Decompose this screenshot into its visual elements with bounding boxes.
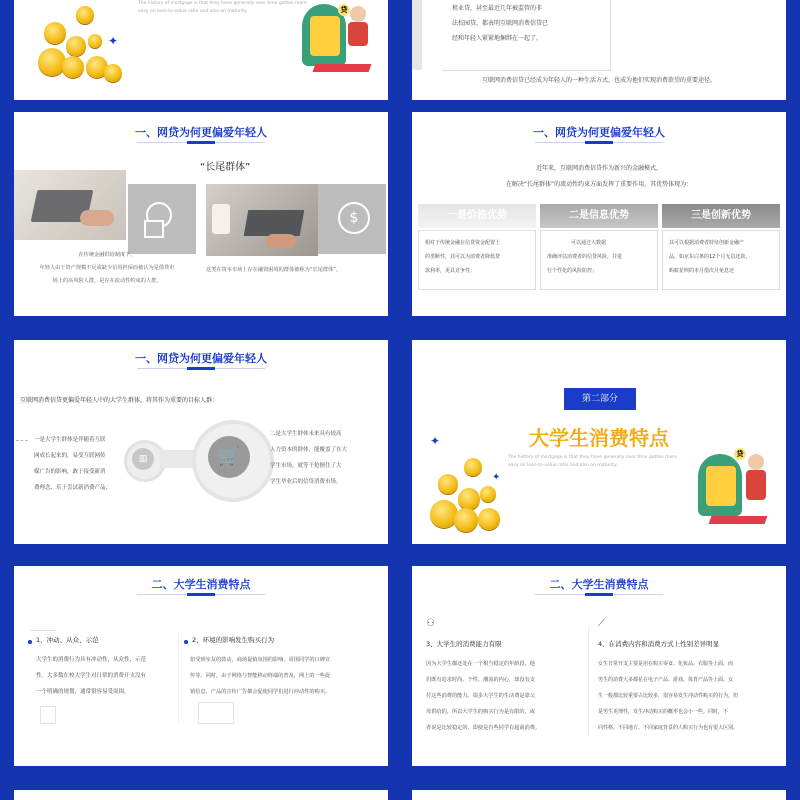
caption-line: 场上的高风险人群，是存在流动性约束的人群。 [52, 278, 162, 284]
shark-moneybag-illustration [690, 444, 780, 530]
card-head: 二是信息优势 [540, 204, 658, 228]
text-line: 生一般都比较重要占比较多，很容易发生冲动性购买的行为，但 [598, 693, 739, 699]
text-line: 是男生更理性，发生冲动购买的概率也会小一些。同时，不 [598, 709, 729, 715]
text-line: 网成长起来的，易受互联网传 [34, 453, 106, 459]
slide-6 [412, 340, 786, 544]
right-caption: 这类在资本市场上存在融资困境的群体被称为“长尾群体”。 [206, 267, 342, 273]
card-body [418, 230, 536, 290]
intro-line: 在解决“长尾群体”的流动性约束方面发挥了重要作用，其优势体现为： [505, 181, 693, 188]
card-line: 准确评估消费者的信贷风险，并进 [547, 254, 623, 260]
footer-text: 互联网消费信贷已经成为年轻人的一种生活方式，也成为他们实现消费欲望的重要途径。 [481, 77, 716, 84]
loan-tag: 贷 [338, 4, 350, 16]
section-badge: 第二部分 [564, 388, 636, 410]
slide-title: 二、大学生消费特点 [549, 578, 649, 591]
card-line: 品，如京东白条的12个月无息还款， [669, 254, 751, 260]
left-caption [14, 249, 200, 288]
money-coins-tile [318, 184, 386, 254]
column-heading: 1、冲动、从众、示范 [36, 636, 99, 644]
text-line: 经和年轻人紧紧地捆绑在一起了。 [452, 35, 543, 42]
card-body [662, 230, 780, 290]
dollar-coins-icon: $ [338, 202, 370, 234]
card-line: 其可以根据消费者特征创新金融产 [669, 240, 745, 246]
card-line: 可以通过大数据 [571, 240, 607, 246]
column-heading: 3、大学生的消费能力有限 [426, 640, 502, 648]
org-chart-icon [198, 702, 234, 724]
bullet-dot [184, 640, 188, 644]
typing-photo [206, 184, 318, 256]
text-line: 销信息、产品的宣传广告都会促使同学们进行冲动性的购买。 [190, 689, 331, 695]
english-subtitle: The history of mortgage is that they have generally over time gotten more easy on loan-to-value ratio and also on maturity. [138, 1, 307, 14]
intro-line: 近年来，互联网消费信贷作为新兴的金融模式， [535, 165, 662, 172]
sparkle-icon: ✦ [492, 472, 501, 483]
text-line: 女生日常开支主要是用在购买零食、化妆品、衣服等上面，而 [598, 661, 734, 667]
column-divider [588, 626, 589, 736]
text-line: 母供给的，所以大学生的购买行为是有限的，或 [426, 709, 535, 715]
shopping-cart-icon: 🛒 [208, 436, 250, 478]
text-line: 者说是比较稳定的，即使是有些同学有超前消费。 [426, 725, 541, 731]
chart-icon: ⟋ [598, 618, 605, 629]
card-head: 一是价格优势 [418, 204, 536, 228]
long-tail-heading: “长尾群体” [200, 162, 251, 173]
text-line: 人力资本的群体，能覆盖了在大 [270, 447, 348, 453]
slide-4 [412, 112, 786, 316]
english-subtitle: The history of mortgage is that they have generally over time gotten more easy on loan-to-value ratio and also on maturity. [508, 455, 677, 468]
text-line: 法校园贷，都表明互联网消费信贷已 [452, 20, 549, 27]
column-divider [178, 632, 179, 722]
text-line: 媒广告的影响，敢于接受新消 [34, 469, 106, 475]
calendar-clock-tile [128, 184, 196, 254]
text-line: 性。大多数在校大学生对日常的消费开支没有 [36, 673, 147, 679]
title-underline [137, 594, 265, 595]
column-heading: 4、在消费内容和消费方式上性别差异明显 [598, 640, 720, 648]
card-line: 相对于传统金融在信贷资金配置上 [425, 240, 501, 246]
bullet-dot [28, 640, 32, 644]
slide-5 [14, 340, 388, 544]
column-heading: 2、环境的影响发生购买行为 [192, 636, 275, 644]
card-line: 的垄断性，其可以为消费者降低贷 [425, 254, 501, 260]
text-line: 传等。同时，由于网络与智能移动终端的普及，网上的一些促 [190, 673, 331, 679]
text-line: 租业贷，甚至最近几年被监管的非 [452, 5, 543, 12]
people-icon: ⚇ [426, 618, 435, 629]
text-line: 男生的消费大多都花在电子产品、游戏、体育产品等上面。女 [598, 677, 734, 683]
chart-icon: ▥ [132, 448, 154, 470]
slide-8 [412, 566, 786, 766]
text-line: 大学生的消费行为具有冲动性，从众性，示范 [36, 657, 147, 663]
slide-title: 一、网贷为何更偏爱年轻人 [533, 126, 665, 139]
text-line: 因为大学生都还处在一个相当稳定的年龄段，他 [426, 661, 535, 667]
slide-9-partial [14, 790, 388, 800]
text-line: 费理念、乐于尝试新消费产品； [34, 485, 112, 491]
shark-moneybag-illustration [294, 0, 384, 78]
content-box [442, 0, 611, 71]
left-gray-bar [412, 0, 422, 70]
card-body [540, 230, 658, 290]
text-line: 一个明确的规划，通常很容易受周围。 [36, 689, 130, 695]
sparkle-icon: ✦ [108, 34, 119, 48]
slide-2 [412, 0, 786, 100]
title-underline [137, 368, 265, 369]
caption-line: 年轻人由于资产规模不足或缺少信用担保而被认为是借贷市 [39, 265, 175, 271]
title-underline [535, 594, 663, 595]
laptop-photo [14, 170, 126, 240]
text-line: 一是大学生群体是伴随着互联 [34, 437, 106, 443]
text-line: 如受到室友的鼓动，商场促销氛围的影响，周围同学的口碑宣 [190, 657, 331, 663]
loan-tag: 贷 [734, 448, 746, 460]
document-icon [40, 706, 56, 724]
slide-7 [14, 566, 388, 766]
sparkle-icon: ✦ [430, 434, 441, 448]
text-line: 学生毕业后的信贷消费市场。 [270, 479, 342, 485]
title-underline [535, 142, 663, 143]
slide-title: 二、大学生消费特点 [151, 578, 251, 591]
text-line: 二是大学生群体未来具有较高 [270, 431, 342, 437]
card-line: 蚂蚁花呗的本月借次月免息还 [669, 268, 735, 274]
card-line: 行个性化的风险防控； [547, 268, 598, 274]
text-line: 付这些消费的能力。很多大学生的生活费是靠父 [426, 693, 535, 699]
slide-1 [14, 0, 388, 100]
card-head: 三是创新优势 [662, 204, 780, 228]
section-title: 大学生消费特点 [529, 426, 669, 450]
slide-10-partial [412, 790, 786, 800]
slide-title: 一、网贷为何更偏爱年轻人 [135, 352, 267, 365]
card-line: 款利率，更具竞争性； [425, 268, 476, 274]
caption-line: 在传统金融供给制度下， [78, 252, 136, 258]
title-underline [137, 142, 265, 143]
slide-3 [14, 112, 388, 316]
text-line: 同性格、不同地方、不同家庭背景的人购买行为也有很大区别。 [598, 725, 739, 731]
network-icon [30, 618, 56, 631]
intro-text: 互联网消费信贷更偏爱年轻人中的大学生群体，将其作为重要的目标人群： [20, 397, 219, 404]
slide-title: 一、网贷为何更偏爱年轻人 [135, 126, 267, 139]
dotted-connector [16, 440, 28, 441]
text-line: 学生市场，就等于抢擅住了大 [270, 463, 342, 469]
text-line: 们既有追求时尚、个性、潮流的内心，却没有支 [426, 677, 535, 683]
